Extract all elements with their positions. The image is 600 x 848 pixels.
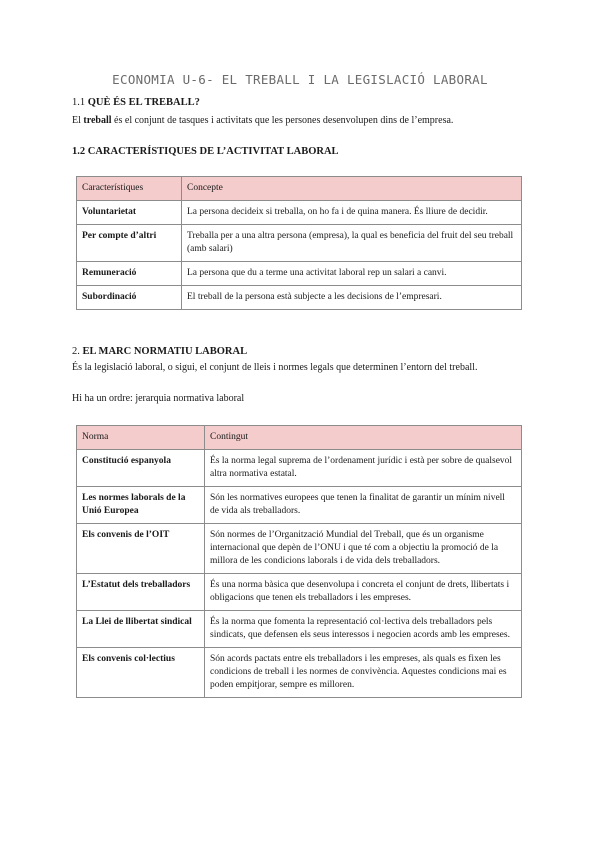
- row-value: Són acords pactats entre els treballadors i les empreses, als quals es fixen les condicions de treball i les normes de convivència. Aquestes condicions mai es poden empitjorar, sempre es milloren.: [205, 648, 522, 698]
- row-value: És la norma que fomenta la representació col·lectiva dels treballadors pels sindicats, que defensen els seus interessos i negocien acords amb les empreses.: [205, 611, 522, 648]
- paragraph-text: Hi ha un ordre: jerarquia normativa laboral: [72, 393, 245, 404]
- section-title: EL MARC NORMATIU LABORAL: [82, 346, 248, 357]
- regulations-table: [76, 425, 522, 698]
- table-row: [77, 487, 522, 524]
- table-row: [77, 262, 522, 286]
- column-header: Característiques: [77, 177, 182, 201]
- table-row: [77, 574, 522, 611]
- row-label: L’Estatut dels treballadors: [77, 574, 205, 611]
- row-value: És una norma bàsica que desenvolupa i concreta el conjunt de drets, llibertats i obligacions que tenen els treballadors i les empreses.: [205, 574, 522, 611]
- table-row: [77, 524, 522, 574]
- table-header-row: [77, 177, 522, 201]
- row-value: És la norma legal suprema de l’ordenament jurídic i està per sobre de qualsevol altra normativa estatal.: [205, 450, 522, 487]
- column-header: Norma: [77, 426, 205, 450]
- row-label: Constitució espanyola: [77, 450, 205, 487]
- table-row: [77, 648, 522, 698]
- row-label: Els convenis col·lectius: [77, 648, 205, 698]
- table-row: [77, 286, 522, 310]
- row-value: Són normes de l’Organització Mundial del Treball, que és un organisme internacional que depèn de l’ONU i que té com a objectiu la promoció de la millora de les condicions laborals i de vida dels treballadors.: [205, 524, 522, 574]
- paragraph-text: és el conjunt de tasques i activitats que les persones desenvolupen dins de l’empresa.: [114, 115, 454, 126]
- table-header-row: [77, 426, 522, 450]
- section-1-1-paragraph: [72, 114, 528, 128]
- paragraph-text: És la legislació laboral, o sigui, el conjunt de lleis i normes legals que determinen l’entorn del treball.: [72, 362, 478, 373]
- document-title: ECONOMIA U-6- EL TREBALL I LA LEGISLACIÓ LABORAL: [112, 72, 488, 87]
- row-label: Per compte d’altri: [77, 225, 182, 262]
- row-value: El treball de la persona està subjecte a les decisions de l’empresari.: [182, 286, 522, 310]
- section-title: QUÈ ÉS EL TREBALL?: [87, 97, 200, 108]
- section-number: 1.1: [72, 97, 86, 108]
- paragraph-text: El: [72, 115, 81, 126]
- section-2-paragraph-2: [72, 392, 528, 406]
- characteristics-table: [76, 176, 522, 310]
- section-2-paragraph: [72, 361, 528, 375]
- row-value: La persona que du a terme una activitat laboral rep un salari a canvi.: [182, 262, 522, 286]
- row-label: Les normes laborals de la Unió Europea: [77, 487, 205, 524]
- row-value: La persona decideix si treballa, on ho fa i de quina manera. És lliure de decidir.: [182, 201, 522, 225]
- row-label: Remuneració: [77, 262, 182, 286]
- section-1-2-heading: [72, 146, 339, 157]
- row-value: Treballa per a una altra persona (empresa), la qual es beneficia del fruit del seu treball (amb salari): [182, 225, 522, 262]
- paragraph-bold-term: treball: [83, 115, 112, 126]
- column-header: Concepte: [182, 177, 522, 201]
- section-title: 1.2 CARACTERÍSTIQUES DE L’ACTIVITAT LABORAL: [72, 146, 339, 157]
- row-label: Voluntarietat: [77, 201, 182, 225]
- section-number: 2.: [72, 346, 80, 357]
- row-label: La Llei de llibertat sindical: [77, 611, 205, 648]
- section-1-1-heading: [72, 97, 200, 108]
- table-row: [77, 611, 522, 648]
- row-label: Els convenis de l’OIT: [77, 524, 205, 574]
- column-header: Contingut: [205, 426, 522, 450]
- table-row: [77, 450, 522, 487]
- row-label: Subordinació: [77, 286, 182, 310]
- row-value: Són les normatives europees que tenen la finalitat de garantir un mínim nivell de vida als treballadors.: [205, 487, 522, 524]
- section-2-heading: [72, 346, 247, 357]
- table-row: [77, 225, 522, 262]
- table-row: [77, 201, 522, 225]
